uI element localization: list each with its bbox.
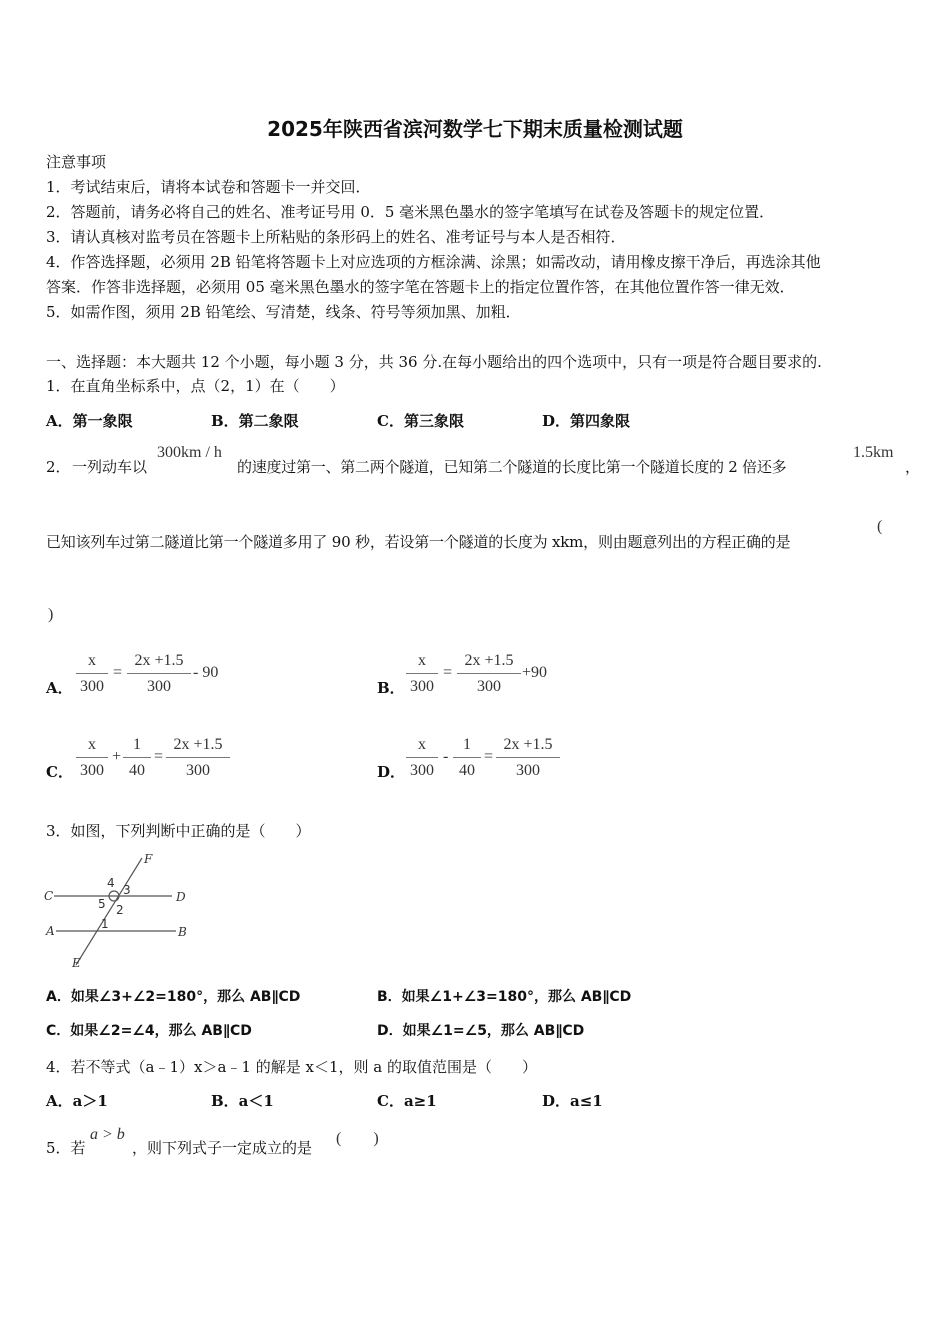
notice-item: 5．如需作图，须用 2B 铅笔绘、写清楚，线条、符号等须加黑、加粗． <box>46 303 521 321</box>
q2-option-d-label[interactable]: D． <box>377 763 406 781</box>
angle-label-4: 4 <box>107 876 115 890</box>
question-5-stem: 5．若 <box>46 1139 86 1157</box>
page-title: 2025年陕西省滨河数学七下期末质量检测试题 <box>267 117 683 141</box>
fraction-1-40: $\frac{1}{40}$ <box>453 736 481 780</box>
q3-option-a[interactable]: A．如果∠3+∠2=180°，那么 AB∥CD <box>46 989 301 1005</box>
question-4-stem: 4．若不等式（a﹣1）x＞a﹣1 的解是 x＜1，则 a 的取值范围是（ ） <box>46 1058 537 1076</box>
q2-option-b-label[interactable]: B． <box>377 679 405 697</box>
q2-option-c-label[interactable]: C． <box>46 763 73 781</box>
label-f: F <box>144 852 153 866</box>
plus-90: +90 <box>522 664 548 681</box>
q4-option-d[interactable]: D．a≤1 <box>542 1092 603 1110</box>
question-5-text: ，则下列式子一定成立的是 <box>132 1139 313 1157</box>
q3-option-d[interactable]: D．如果∠1=∠5，那么 AB∥CD <box>377 1023 585 1039</box>
fraction-x-300: $\frac{x}{300}$ <box>76 652 108 696</box>
q1-option-b[interactable]: B．第二象限 <box>211 412 299 430</box>
label-d: D <box>176 890 186 904</box>
minus-90: - 90 <box>193 664 219 681</box>
notice-item: 答案．作答非选择题，必须用 05 毫米黑色墨水的签字笔在答题卡上的指定位置作答，在其他位置作答一律无效． <box>46 278 795 296</box>
speed-expression: 300km / h <box>157 444 222 461</box>
fraction-2x-300: $\frac{2x +1.5}{300}$ <box>457 652 521 696</box>
fraction-2x-300: $\frac{2x +1.5}{300}$ <box>127 652 191 696</box>
fraction-x-300: $\frac{x}{300}$ <box>76 736 108 780</box>
fraction-2x-300: $\frac{2x +1.5}{300}$ <box>496 736 560 780</box>
q2-option-a-label[interactable]: A． <box>46 679 73 697</box>
notice-item: 2．答题前，请务必将自己的姓名、准考证号用 0．5 毫米黑色墨水的签字笔填写在试卷及答题卡的规定位置． <box>46 203 775 221</box>
question-2-text: 的速度过第一、第二两个隧道，已知第二个隧道的长度比第一个隧道长度的 2 倍还多 <box>237 458 787 476</box>
transversal-ef <box>76 858 142 965</box>
answer-paren-close: ) <box>48 606 54 623</box>
angle-label-3: 3 <box>123 883 131 897</box>
plus-sign: + <box>112 748 122 765</box>
notice-heading: 注意事项 <box>46 153 107 171</box>
notice-item: 4．作答选择题，必须用 2B 铅笔将答题卡上对应选项的方框涂满、涂黑；如需改动，请用橡皮擦干净后，再选涂其他 <box>46 253 821 271</box>
q4-option-c[interactable]: C．a≥1 <box>377 1092 437 1110</box>
q1-option-d[interactable]: D．第四象限 <box>542 412 631 430</box>
equals-sign: = <box>443 664 453 681</box>
equals-sign: = <box>154 748 164 765</box>
question-2-number: 2． <box>46 458 71 476</box>
section-heading: 一、选择题：本大题共 12 个小题，每小题 3 分，共 36 分.在每小题给出的四个选项中，只有一项是符合题目要求的. <box>46 353 822 371</box>
fraction-2x-300: $\frac{2x +1.5}{300}$ <box>166 736 230 780</box>
question-2-comma: ， <box>905 458 921 476</box>
notice-item: 1．考试结束后，请将本试卷和答题卡一并交回． <box>46 178 371 196</box>
question-2-text: 一列动车以 <box>72 458 148 476</box>
answer-paren: ( ) <box>336 1130 379 1147</box>
label-a: A <box>46 924 55 938</box>
q1-option-a[interactable]: A．第一象限 <box>46 412 133 430</box>
length-expression: 1.5km <box>853 444 894 461</box>
angle-label-2: 2 <box>116 903 124 917</box>
answer-paren-open: ( <box>877 518 883 535</box>
fraction-x-300: $\frac{x}{300}$ <box>406 736 438 780</box>
q4-option-b[interactable]: B．a＜1 <box>211 1092 274 1110</box>
label-b: B <box>178 925 187 939</box>
q3-option-c[interactable]: C．如果∠2=∠4，那么 AB∥CD <box>46 1023 252 1039</box>
minus-sign: - <box>443 748 449 765</box>
label-e: E <box>72 956 81 970</box>
fraction-1-40: $\frac{1}{40}$ <box>123 736 151 780</box>
question-1-stem: 1．在直角坐标系中，点（2，1）在（ ） <box>46 377 345 395</box>
question-2-text-line2: 已知该列车过第二隧道比第一个隧道多用了 90 秒，若设第一个隧道的长度为 xkm，则由题意列出的方程正确的是 <box>46 533 791 551</box>
parallel-lines-figure <box>42 850 202 972</box>
angle-label-1: 1 <box>101 917 109 931</box>
equals-sign: = <box>484 748 494 765</box>
label-c: C <box>44 889 54 903</box>
condition-expression: a > b <box>90 1126 125 1143</box>
notice-item: 3．请认真核对监考员在答题卡上所粘贴的条形码上的姓名、准考证号与本人是否相符． <box>46 228 626 246</box>
fraction-x-300: $\frac{x}{300}$ <box>406 652 438 696</box>
question-3-stem: 3．如图，下列判断中正确的是（ ） <box>46 822 311 840</box>
equals-sign: = <box>113 664 123 681</box>
q1-option-c[interactable]: C．第三象限 <box>377 412 464 430</box>
angle-label-5: 5 <box>98 897 106 911</box>
q3-option-b[interactable]: B．如果∠1+∠3=180°，那么 AB∥CD <box>377 989 632 1005</box>
q4-option-a[interactable]: A．a＞1 <box>46 1092 108 1110</box>
